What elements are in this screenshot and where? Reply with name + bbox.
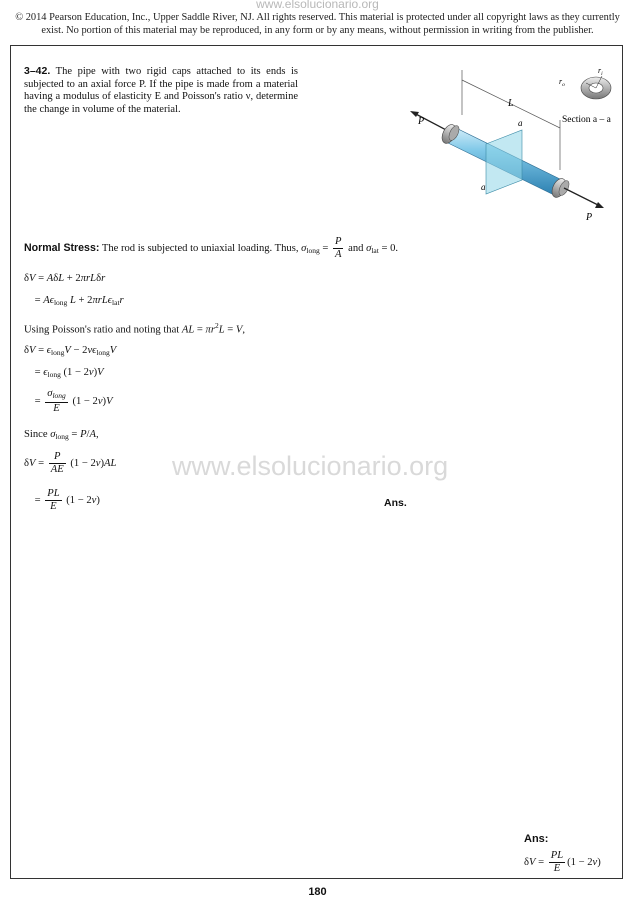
poisson-text: Using Poisson's ratio and noting that [24, 324, 180, 336]
normal-stress-text: The rod is subjected to uniaxial loading. Thus, [101, 242, 299, 254]
eq-dv-6: δV = $\frac{P}{AE}$ (1 − 2ν)AL [24, 451, 117, 475]
since-text: Since [24, 429, 48, 440]
label-P-left: P [418, 116, 425, 127]
label-P-right: P [586, 212, 593, 223]
pipe-figure [410, 60, 620, 225]
copyright-notice: © 2014 Pearson Education, Inc., Upper Saddle River, NJ. All rights reserved. This material is protected under all copyright laws as they currently exist. No portion of this material may be reproduced, in any form or by any means, without permission in writing from the publisher. [15, 12, 620, 36]
ans-label: Ans. [384, 497, 407, 509]
eq-dv-4: = $\epsilon_{long}$ (1 − 2ν)V [24, 367, 104, 379]
eq-dv-5: = $\frac{\sigma_{long}}{E}$ (1 − 2ν)V [24, 388, 113, 414]
label-ri-sub: i [601, 71, 603, 77]
label-a-top: a [518, 118, 523, 128]
since-line: Since $\sigma_{long} = P/A$, [24, 429, 99, 441]
label-ro: r [559, 77, 563, 86]
problem-statement [24, 65, 298, 116]
answer-box-equation: δV = $\frac{PL}{E}$ (1 − 2ν) [524, 850, 601, 874]
watermark-middle: www.elsolucionario.org [172, 451, 449, 481]
label-L: L [508, 98, 514, 109]
problem-number: 3–42. [24, 65, 51, 77]
poisson-line: Using Poisson's ratio and noting that AL = $\pi r^2L = V$, [24, 321, 246, 336]
eq-dv-1: δV = AδL + 2πrLδr [24, 273, 106, 284]
normal-stress-line: Normal Stress: The rod is subjected to uniaxial loading. Thus, $\sigma_{long}$ = $\frac{P}{A}$ and $\sigma_{lat} = 0$. [24, 236, 399, 260]
svg-text:ri [598, 66, 603, 77]
label-ri: r [598, 66, 602, 75]
label-ro-sub: o [562, 82, 565, 88]
eq-dv-3: $\delta V = \epsilon_{long}V - 2\nu\epsilon_{long}V$ [24, 345, 117, 357]
watermark-top: www.elsolucionario.org [256, 0, 379, 11]
normal-stress-heading: Normal Stress: [24, 241, 100, 254]
answer-box-label: Ans: [524, 833, 549, 845]
label-a-bottom: a [481, 182, 486, 192]
problem-text: The pipe with two rigid caps attached to its ends is subjected to an axial force P. If the pipe is made from a material having a modulus of elasticity E and Poisson's ratio ν, determine the change in volume of the material. [24, 66, 299, 115]
eq-dv-7: = $\frac{PL}{E}$ (1 − 2ν) [24, 488, 100, 512]
section-label: Section a – a [562, 115, 611, 125]
eq-dv-2: = $A\epsilon_{long}$ L + 2πrLϵ$_{lat}$r [24, 295, 124, 307]
svg-text:ro [559, 77, 565, 88]
page-number: 180 [308, 886, 327, 898]
and-text: and [348, 242, 364, 254]
